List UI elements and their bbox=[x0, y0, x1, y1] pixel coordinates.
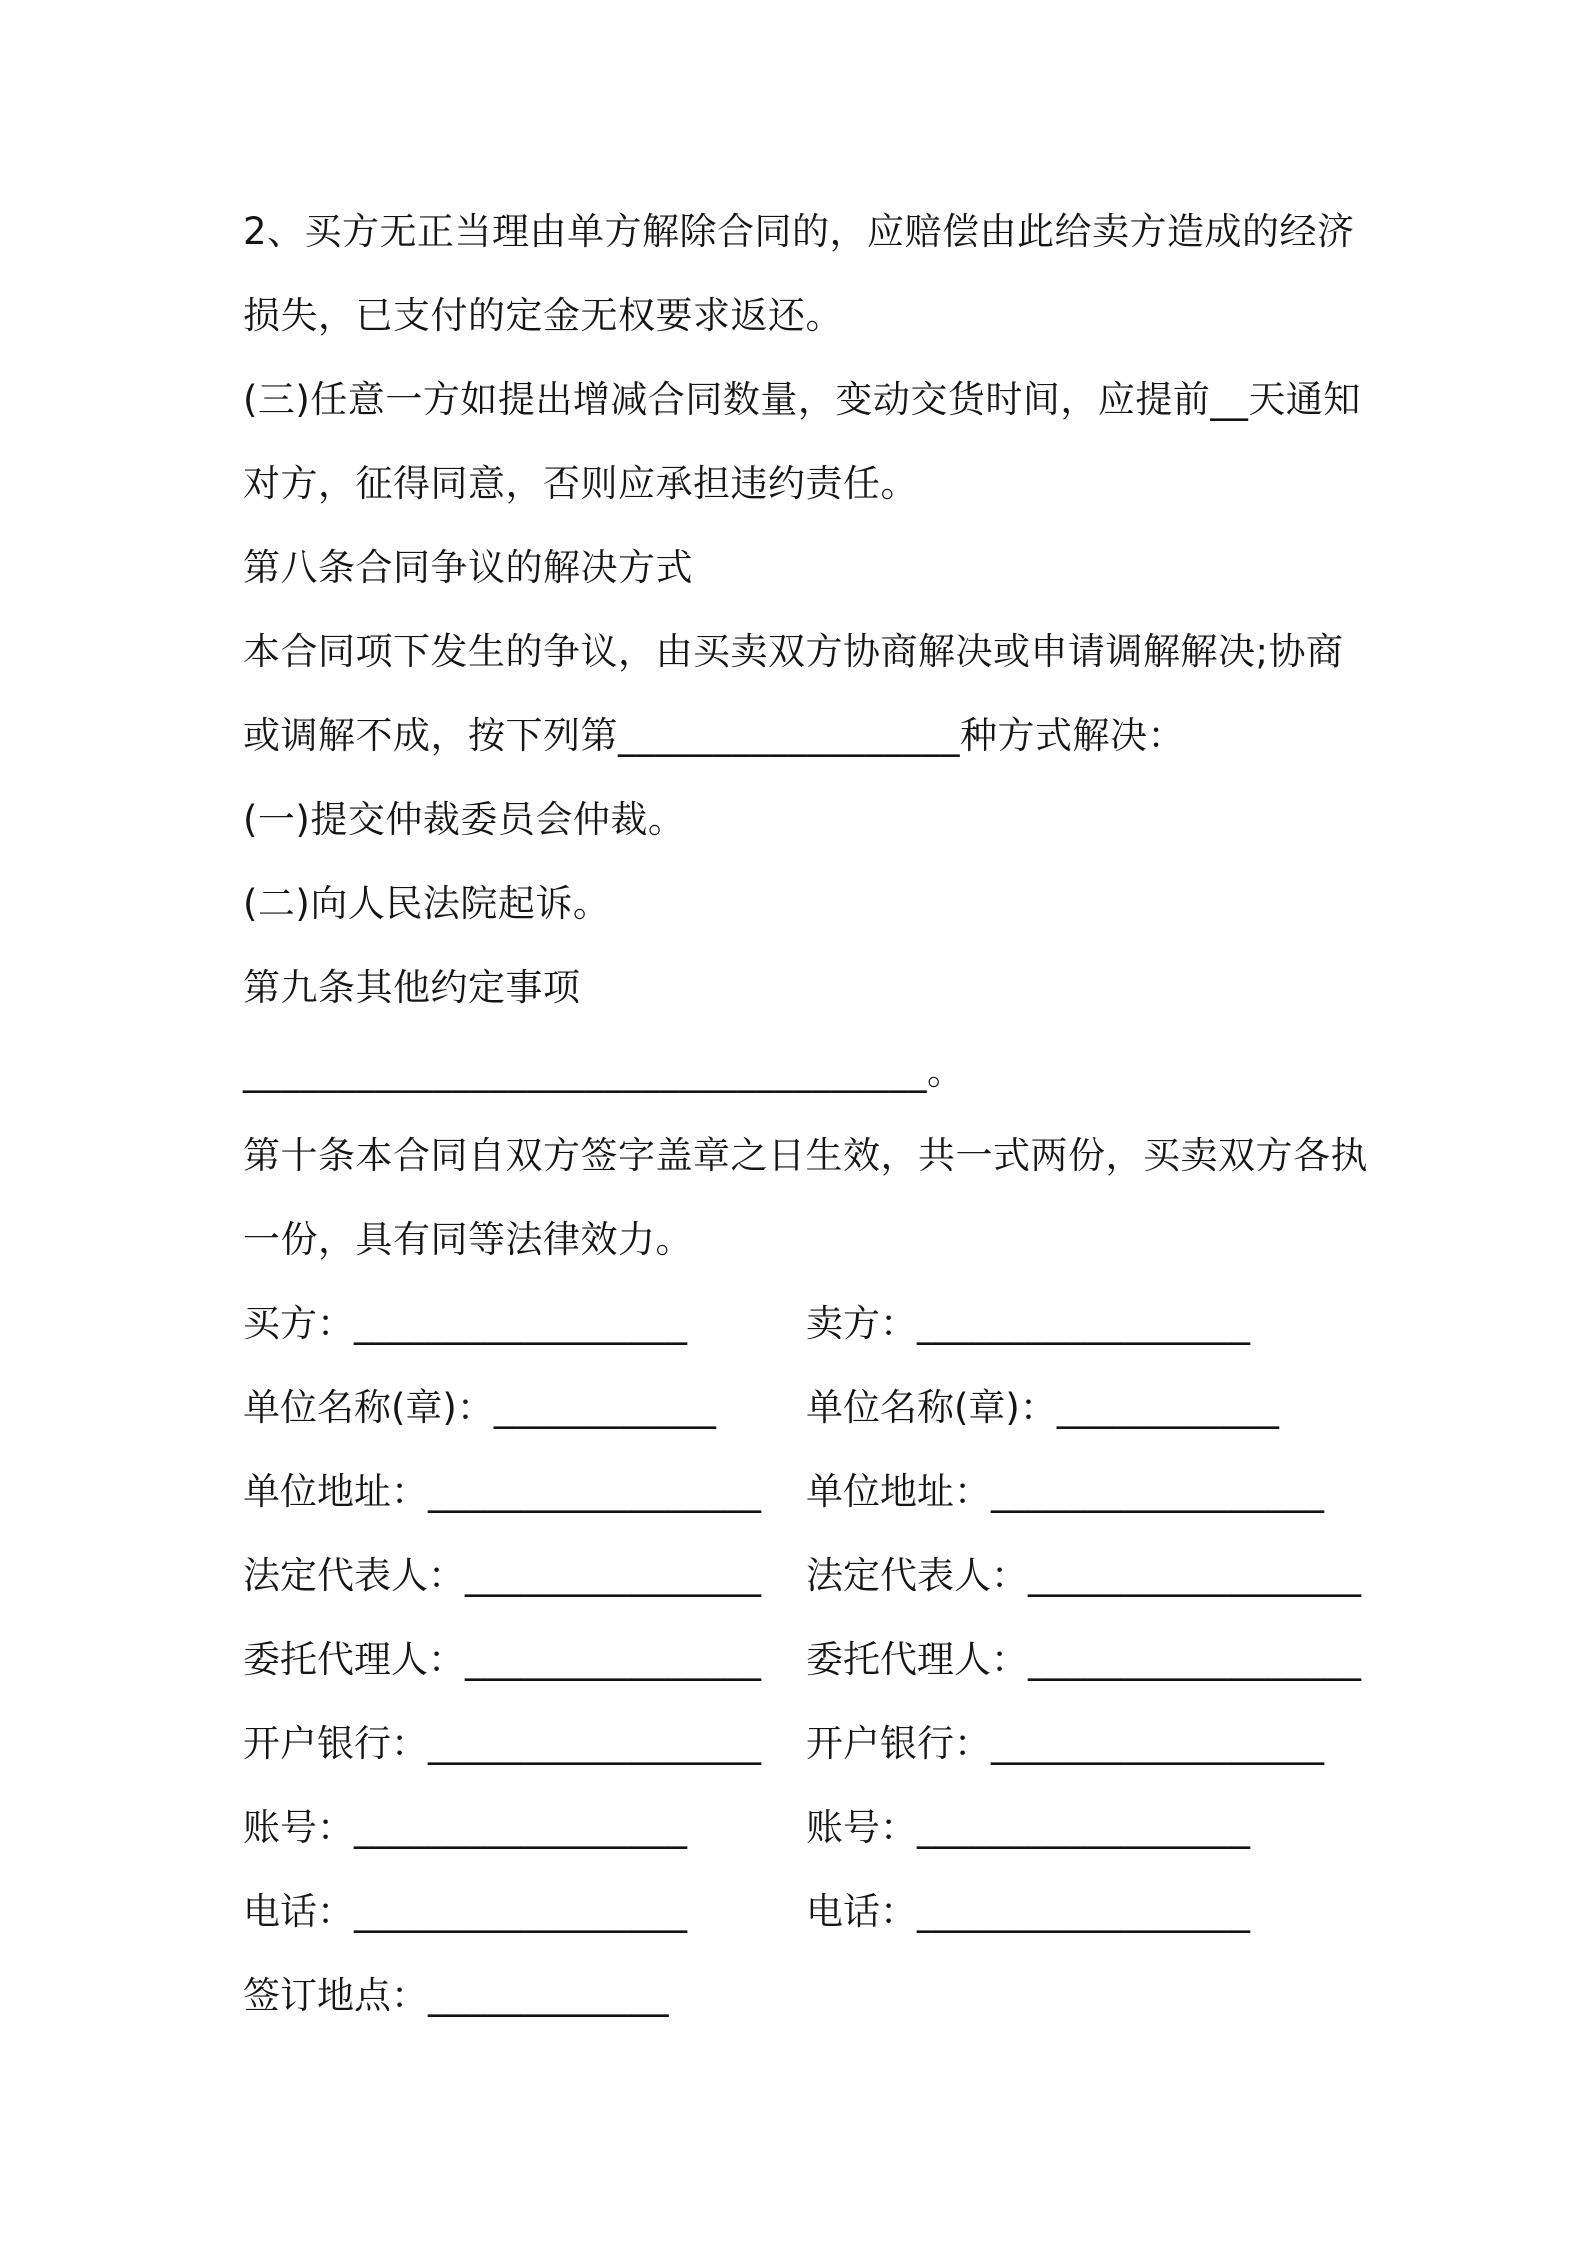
signature-row-signing-place bbox=[243, 1954, 1363, 2038]
document-body bbox=[243, 190, 1368, 2038]
seller-address-field: 单位地址：__________________ bbox=[806, 1470, 1324, 1513]
buyer-bank-field: 开户银行：__________________ bbox=[243, 1722, 761, 1765]
buyer-address-field: 单位地址：__________________ bbox=[243, 1470, 761, 1513]
signature-row-legal-rep bbox=[243, 1534, 1363, 1618]
paragraph-buyer-termination-line-1: 2、买方无正当理由单方解除合同的，应赔偿由此给卖方造成的经济 bbox=[243, 210, 1355, 253]
seller-company-name-field: 单位名称(章)：____________ bbox=[806, 1386, 1279, 1429]
signature-row-account bbox=[243, 1786, 1363, 1870]
article-8-heading: 第八条合同争议的解决方式 bbox=[243, 546, 693, 589]
seller-legal-rep-field: 法定代表人：__________________ bbox=[806, 1554, 1361, 1597]
buyer-party-field: 买方：__________________ bbox=[243, 1302, 687, 1345]
paragraph-quantity-change-line-1: (三)任意一方如提出增减合同数量，变动交货时间，应提前__天通知 bbox=[243, 378, 1361, 421]
signature-row-address bbox=[243, 1450, 1363, 1534]
dispute-option-arbitration: (一)提交仲裁委员会仲裁。 bbox=[243, 798, 686, 841]
paragraph-dispute-line-2: 或调解不成，按下列第__________________种方式解决： bbox=[243, 714, 1185, 757]
seller-account-field: 账号：__________________ bbox=[806, 1806, 1250, 1849]
signature-row-company-name bbox=[243, 1366, 1363, 1450]
buyer-company-name-field: 单位名称(章)：____________ bbox=[243, 1386, 716, 1429]
signature-row-bank bbox=[243, 1702, 1363, 1786]
seller-agent-field: 委托代理人：__________________ bbox=[806, 1638, 1361, 1681]
buyer-phone-field: 电话：__________________ bbox=[243, 1890, 687, 1933]
other-terms-blank: ____________________________________。 bbox=[243, 1050, 965, 1093]
seller-bank-field: 开户银行：__________________ bbox=[806, 1722, 1324, 1765]
article-10-line-1: 第十条本合同自双方签字盖章之日生效，共一式两份，买卖双方各执 bbox=[243, 1134, 1368, 1177]
signature-row-agent bbox=[243, 1618, 1363, 1702]
signature-block bbox=[243, 1282, 1363, 2038]
buyer-legal-rep-field: 法定代表人：________________ bbox=[243, 1554, 761, 1597]
buyer-agent-field: 委托代理人：________________ bbox=[243, 1638, 761, 1681]
article-10-line-2: 一份，具有同等法律效力。 bbox=[243, 1218, 693, 1261]
paragraph-dispute-line-1: 本合同项下发生的争议，由买卖双方协商解决或申请调解解决;协商 bbox=[243, 630, 1344, 673]
seller-party-field: 卖方：__________________ bbox=[806, 1302, 1250, 1345]
article-9-heading: 第九条其他约定事项 bbox=[243, 966, 581, 1009]
paragraph-buyer-termination-line-2: 损失，已支付的定金无权要求返还。 bbox=[243, 294, 843, 337]
seller-phone-field: 电话：__________________ bbox=[806, 1890, 1250, 1933]
paragraph-quantity-change-line-2: 对方，征得同意，否则应承担违约责任。 bbox=[243, 462, 918, 505]
buyer-account-field: 账号：__________________ bbox=[243, 1806, 687, 1849]
dispute-option-court: (二)向人民法院起诉。 bbox=[243, 882, 611, 925]
signing-place-field: 签订地点：_____________ bbox=[243, 1974, 669, 2017]
signature-row-phone bbox=[243, 1870, 1363, 1954]
signature-row-party bbox=[243, 1282, 1363, 1366]
